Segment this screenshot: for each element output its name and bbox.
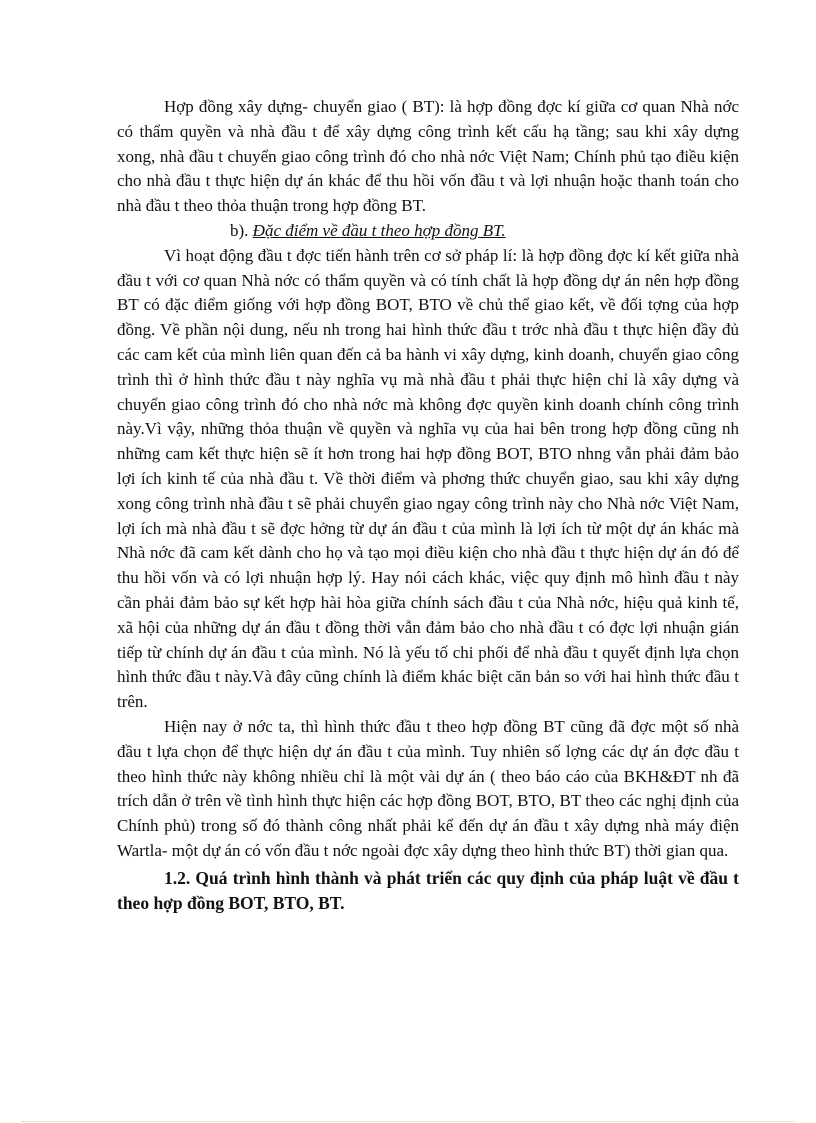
section-heading: 1.2. Quá trình hình thành và phát triển các quy định của pháp luật về đầu t theo hợp đồng BOT, BTO, BT. xyxy=(117,867,739,913)
paragraph-bt-definition: Hợp đồng xây dựng- chuyển giao ( BT): là hợp đồng đợc kí giữa cơ quan Nhà nớc có thẩm quyền và nhà đầu t để xây dựng công trình kết cấu hạ tầng; sau khi xây dựng xong, nhà đầu t chuyển giao công trình đó cho nhà nớc Việt Nam; Chính phủ tạo điều kiện cho nhà đầu t thực hiện dự án khác để thu hồi vốn đầu t và lợi nhuận hoặc thanh toán cho nhà đầu t theo thỏa thuận trong hợp đồng BT. xyxy=(117,97,739,216)
paragraph-features: Vì hoạt động đầu t đợc tiến hành trên cơ sở pháp lí: là hợp đồng đợc kí kết giữa nhà đầu t với cơ quan Nhà nớc có thẩm quyền và có tính chất là hợp đồng dự án nên hợp đồng BT có đặc điểm giống với hợp đồng BOT, BTO về chủ thể giao kết, về đối tợng của hợp đồng. Về phần nội dung, nếu nh trong hai hình thức đầu t trớc nhà đầu t thực hiện đầy đủ các cam kết của mình liên quan đến cả ba hành vi xây dựng, kinh doanh, chuyển giao công trình thì ở hình thức đầu t này nghĩa vụ mà nhà đầu t phải thực hiện chỉ là xây dựng và chuyển giao công trình đó cho nhà nớc mà không đợc quyền kinh doanh chính công trình này.Vì vậy, những thỏa thuận về quyền và nghĩa vụ của hai bên trong hợp đồng cũng nh những cam kết thực hiện sẽ ít hơn trong hai hợp đồng BOT, BTO nhng vẫn phải đảm bảo lợi ích kinh tế của nhà đầu t. Về thời điểm và phơng thức chuyển giao, sau khi xây dựng xong công trình nhà đầu t sẽ phải chuyển giao ngay công trình này cho Nhà nớc Việt Nam, lợi ích mà nhà đầu t sẽ đợc hởng từ dự án đầu t của mình là lợi ích từ một dự án khác mà Nhà nớc đã cam kết dành cho họ và tạo mọi điều kiện cho nhà đầu t thực hiện dự án đó để thu hồi vốn và có lợi nhuận hợp lý. Hay nói cách khác, việc quy định mô hình đầu t này cần phải đảm bảo sự kết hợp hài hòa giữa chính sách đầu t của Nhà nớc, hiệu quả kinh tế, xã hội của những dự án đầu t đồng thời vẫn đảm bảo cho nhà đầu t có đợc lợi nhuận gián tiếp từ chính dự án đầu t của mình. Nó là yếu tố chi phối để nhà đầu t quyết định lựa chọn hình thức đầu t này.Và đây cũng chính là điểm khác biệt căn bản so với hai hình thức đầu t trên. xyxy=(117,245,739,712)
subheading xyxy=(117,219,739,244)
subheading-label: b). xyxy=(230,220,249,240)
document-body xyxy=(117,95,739,915)
paragraph-current-status: Hiện nay ở nớc ta, thì hình thức đầu t theo hợp đồng BT cũng đã đợc một số nhà đầu t lựa chọn để thực hiện dự án đầu t của mình. Tuy nhiên số lợng các dự án đợc đầu t theo hình thức này không nhiều chỉ là một vài dự án ( theo báo cáo của BKH&ĐT nh đã trích dẫn ở trên về tình hình thực hiện các hợp đồng BOT, BTO, BT theo các nghị định của Chính phủ) trong số đó thành công nhất phải kể đến dự án đầu t xây dựng nhà máy điện Wartla- một dự án có vốn đầu t nớc ngoài đợc xây dựng theo hình thức BT) thời gian qua. xyxy=(117,716,739,860)
subheading-title: Đặc điểm về đầu t theo hợp đồng BT. xyxy=(252,220,506,240)
page-bottom-rule xyxy=(22,1121,794,1122)
